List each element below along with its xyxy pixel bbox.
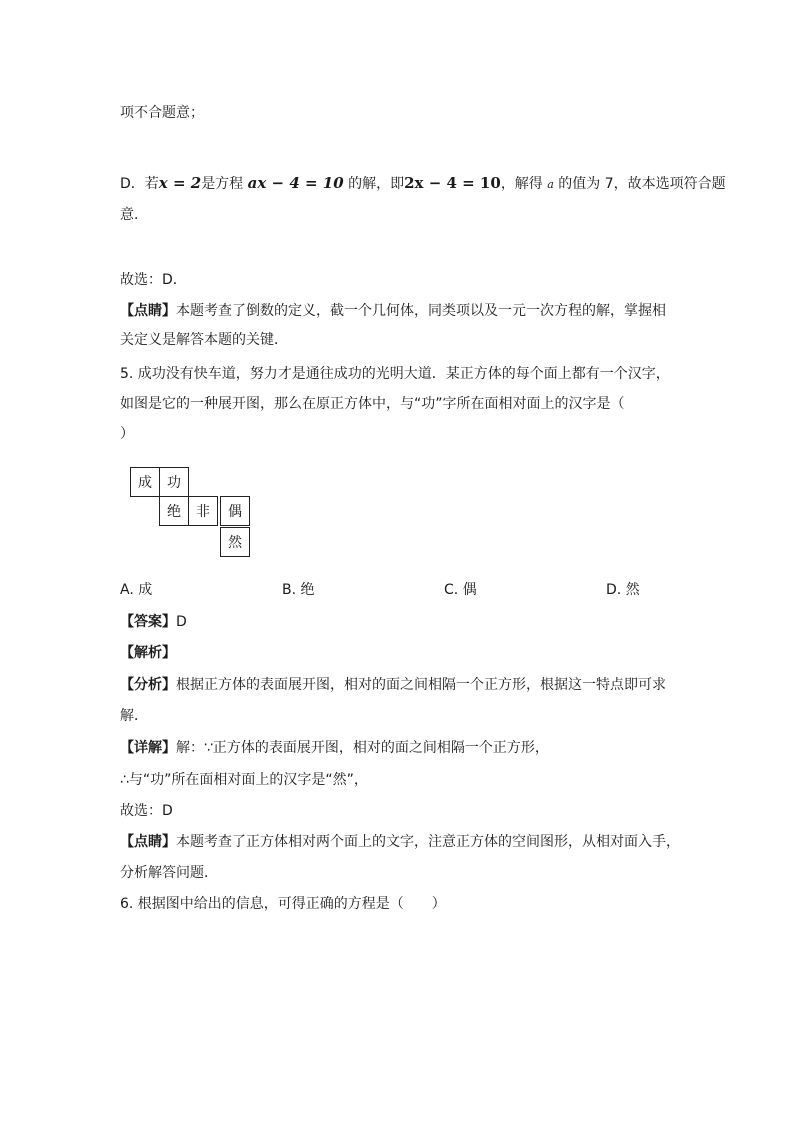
math-a: a [547,178,554,191]
math-equation-1: ax − 4 = 10 [247,174,344,192]
option-d: D. 然 [606,582,640,598]
net-cell-ran: 然 [220,527,250,557]
answer-tag: 【答案】 [120,614,176,630]
text-line: 分析解答问题． [120,865,218,881]
xiangjie-text: 解：∵正方体的表面展开图，相对的面之间相隔一个正方形， [176,740,549,756]
net-cell-cheng: 成 [130,467,160,497]
xiangjie-tag: 【详解】 [120,740,176,756]
net-cell-ou: 偶 [220,496,250,526]
option-b: B. 绝 [282,582,315,598]
net-cell-gong: 功 [159,467,189,497]
question-5-line: 如图是它的一种展开图，那么在原正方体中，与“功”字所在面相对面上的汉字是（ [120,396,625,412]
d-solution-of: 的解，即 [348,176,405,192]
math-equation-2: 2x − 4 = 10 [404,174,501,192]
fenxi-text: 根据正方体的表面展开图，相对的面之间相隔一个正方形，根据这一特点即可求 [176,677,666,693]
question-6-line: 6. 根据图中给出的信息，可得正确的方程是（ ） [120,896,446,912]
question-5-line: ） [120,426,134,442]
text-line: 故选：D [120,803,173,819]
text-line: 解． [120,708,148,724]
option-a: A. 成 [120,582,153,598]
pointer-tag: 【点睛】 [120,834,176,850]
d-solve-get: ，解得 [500,176,543,192]
text-line: 意． [120,207,148,223]
fenxi-tag: 【分析】 [120,677,176,693]
option-c: C. 偶 [444,582,477,598]
d-is-eq: 是方程 [201,176,244,192]
pointer-tag: 【点睛】 [120,303,176,319]
text-line: 项不合题意； [120,105,204,121]
pointer-2 [120,832,680,852]
answer-value: D [176,614,187,630]
net-cell-fei: 非 [188,496,218,526]
d-prefix: D．若 [120,176,159,192]
text-line: 关定义是解答本题的关键． [120,332,288,348]
pointer-text: 本题考查了正方体相对两个面上的文字，注意正方体的空间图形，从相对面入手， [176,834,680,850]
net-cell-jue: 绝 [159,496,189,526]
therefore-line: ∴与“功”所在面相对面上的汉字是“然”， [120,772,368,788]
text-line: 故选：D． [120,272,187,288]
math-x-eq-2: x = 2 [158,174,202,192]
pointer-1 [120,301,666,321]
fenxi-line [120,675,666,695]
xiangjie-line [120,738,549,758]
analysis-tag: 【解析】 [120,645,176,661]
question-5-line: 5. 成功没有快车道，努力才是通往成功的光明大道．某正方体的每个面上都有一个汉字， [120,366,670,382]
pointer-text: 本题考查了倒数的定义，截一个几何体，同类项以及一元一次方程的解，掌握相 [176,303,666,319]
d-rest: 的值为 7，故本选项符合题 [558,176,726,192]
option-d-explanation [120,173,726,195]
answer-line [120,612,187,632]
